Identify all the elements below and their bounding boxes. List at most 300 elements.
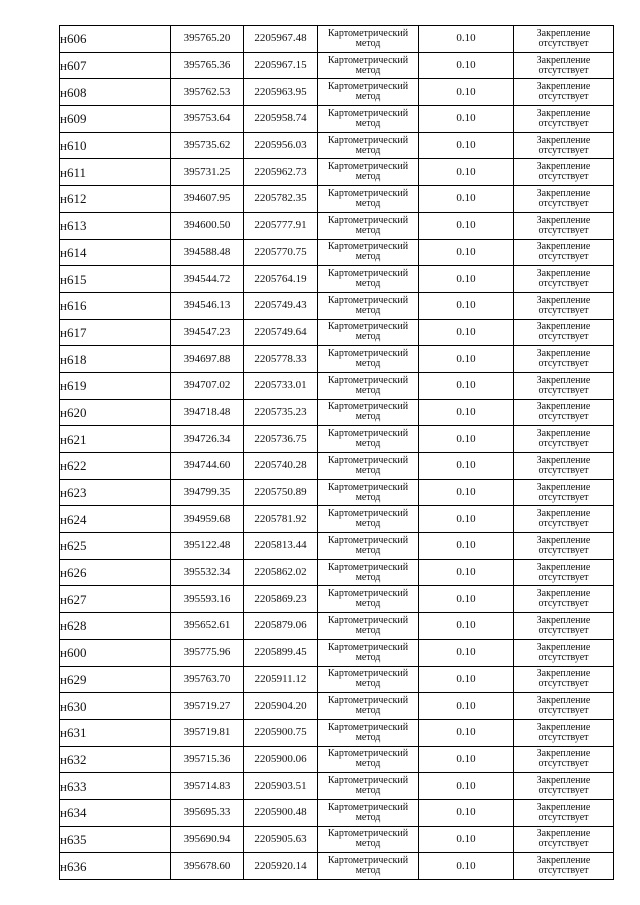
point-id-cell-text: н610	[60, 138, 87, 154]
x-coordinate-cell	[171, 426, 244, 453]
method-cell-text: Картометрический метод	[327, 268, 409, 290]
point-id-cell-text: н623	[60, 485, 87, 501]
fixing-cell-text: Закрепление отсутствует	[536, 187, 591, 209]
x-coordinate-cell-text: 395753.64	[183, 112, 231, 125]
fixing-cell	[514, 266, 614, 293]
fixing-cell	[514, 773, 614, 800]
method-cell-text: Картометрический метод	[327, 695, 409, 717]
point-id-cell-text: н626	[60, 565, 87, 581]
fixing-cell	[514, 426, 614, 453]
method-cell-text: Картометрический метод	[327, 508, 409, 530]
accuracy-cell-text: 0.10	[456, 619, 476, 632]
point-id-cell-text: н634	[60, 805, 87, 821]
accuracy-cell-text: 0.10	[456, 806, 476, 819]
y-coordinate-cell	[244, 399, 318, 426]
accuracy-cell-text: 0.10	[456, 859, 476, 872]
fixing-cell-text: Закрепление отсутствует	[536, 588, 591, 610]
fixing-cell	[514, 212, 614, 239]
y-coordinate-cell	[244, 533, 318, 560]
x-coordinate-cell	[171, 52, 244, 79]
x-coordinate-cell	[171, 266, 244, 293]
accuracy-cell-text: 0.10	[456, 779, 476, 792]
accuracy-cell-text: 0.10	[456, 85, 476, 98]
method-cell-text: Картометрический метод	[327, 214, 409, 236]
accuracy-cell	[419, 399, 514, 426]
fixing-cell-text: Закрепление отсутствует	[536, 428, 591, 450]
x-coordinate-cell	[171, 292, 244, 319]
y-coordinate-cell-text: 2205879.06	[254, 619, 307, 632]
fixing-cell	[514, 52, 614, 79]
point-id-cell-text: н628	[60, 618, 87, 634]
accuracy-cell-text: 0.10	[456, 112, 476, 125]
point-id-cell-text: н635	[60, 831, 87, 847]
y-coordinate-cell-text: 2205736.75	[254, 432, 307, 445]
method-cell	[318, 319, 419, 346]
accuracy-cell	[419, 853, 514, 880]
table-row	[60, 613, 614, 640]
point-id-cell-text: н631	[60, 725, 87, 741]
accuracy-cell	[419, 453, 514, 480]
point-id-cell-text: н633	[60, 778, 87, 794]
fixing-cell-text: Закрепление отсутствует	[536, 107, 591, 129]
accuracy-cell-text: 0.10	[456, 165, 476, 178]
point-id-cell	[60, 79, 171, 106]
accuracy-cell-text: 0.10	[456, 672, 476, 685]
point-id-cell	[60, 346, 171, 373]
accuracy-cell	[419, 559, 514, 586]
method-cell	[318, 292, 419, 319]
method-cell	[318, 559, 419, 586]
table-row	[60, 212, 614, 239]
fixing-cell	[514, 506, 614, 533]
point-id-cell	[60, 639, 171, 666]
method-cell-text: Картометрический метод	[327, 614, 409, 636]
method-cell	[318, 26, 419, 53]
method-cell-text: Картометрический метод	[327, 348, 409, 370]
x-coordinate-cell-text: 395731.25	[183, 165, 231, 178]
y-coordinate-cell-text: 2205813.44	[254, 539, 307, 552]
table-row	[60, 292, 614, 319]
method-cell	[318, 212, 419, 239]
fixing-cell-text: Закрепление отсутствует	[536, 561, 591, 583]
accuracy-cell	[419, 773, 514, 800]
x-coordinate-cell	[171, 132, 244, 159]
y-coordinate-cell-text: 2205862.02	[254, 566, 307, 579]
y-coordinate-cell-text: 2205740.28	[254, 459, 307, 472]
accuracy-cell-text: 0.10	[456, 272, 476, 285]
fixing-cell-text: Закрепление отсутствует	[536, 534, 591, 556]
method-cell-text: Картометрический метод	[327, 588, 409, 610]
y-coordinate-cell-text: 2205733.01	[254, 379, 307, 392]
x-coordinate-cell-text: 395593.16	[183, 592, 231, 605]
method-cell	[318, 346, 419, 373]
y-coordinate-cell	[244, 292, 318, 319]
point-id-cell	[60, 159, 171, 186]
fixing-cell	[514, 106, 614, 133]
fixing-cell	[514, 319, 614, 346]
method-cell-text: Картометрический метод	[327, 294, 409, 316]
point-id-cell	[60, 186, 171, 213]
x-coordinate-cell	[171, 613, 244, 640]
x-coordinate-cell-text: 395765.20	[183, 32, 231, 45]
table-row	[60, 479, 614, 506]
x-coordinate-cell-text: 395678.60	[183, 859, 231, 872]
point-id-cell	[60, 453, 171, 480]
accuracy-cell-text: 0.10	[456, 245, 476, 258]
y-coordinate-cell-text: 2205967.15	[254, 59, 307, 72]
fixing-cell	[514, 79, 614, 106]
fixing-cell-text: Закрепление отсутствует	[536, 241, 591, 263]
y-coordinate-cell	[244, 186, 318, 213]
accuracy-cell-text: 0.10	[456, 646, 476, 659]
x-coordinate-cell	[171, 639, 244, 666]
method-cell-text: Картометрический метод	[327, 134, 409, 156]
method-cell-text: Картометрический метод	[327, 481, 409, 503]
y-coordinate-cell-text: 2205735.23	[254, 405, 307, 418]
x-coordinate-cell	[171, 559, 244, 586]
x-coordinate-cell	[171, 533, 244, 560]
x-coordinate-cell-text: 395714.83	[183, 779, 231, 792]
x-coordinate-cell	[171, 399, 244, 426]
fixing-cell	[514, 586, 614, 613]
method-cell-text: Картометрический метод	[327, 721, 409, 743]
y-coordinate-cell	[244, 26, 318, 53]
fixing-cell	[514, 639, 614, 666]
point-id-cell-text: н611	[60, 164, 86, 180]
method-cell	[318, 132, 419, 159]
y-coordinate-cell-text: 2205911.12	[254, 672, 307, 685]
method-cell	[318, 453, 419, 480]
method-cell-text: Картометрический метод	[327, 321, 409, 343]
fixing-cell-text: Закрепление отсутствует	[536, 721, 591, 743]
fixing-cell	[514, 479, 614, 506]
fixing-cell	[514, 453, 614, 480]
table-row	[60, 426, 614, 453]
point-id-cell	[60, 773, 171, 800]
point-id-cell	[60, 106, 171, 133]
method-cell-text: Картометрический метод	[327, 748, 409, 770]
fixing-cell	[514, 159, 614, 186]
accuracy-cell	[419, 79, 514, 106]
method-cell	[318, 106, 419, 133]
point-id-cell-text: н609	[60, 111, 87, 127]
point-id-cell	[60, 399, 171, 426]
point-id-cell	[60, 586, 171, 613]
point-id-cell-text: н607	[60, 58, 87, 74]
point-id-cell-text: н625	[60, 538, 87, 554]
y-coordinate-cell-text: 2205958.74	[254, 112, 307, 125]
x-coordinate-cell-text: 395715.36	[183, 752, 231, 765]
method-cell-text: Картометрический метод	[327, 27, 409, 49]
fixing-cell	[514, 132, 614, 159]
fixing-cell	[514, 239, 614, 266]
y-coordinate-cell-text: 2205749.64	[254, 325, 307, 338]
fixing-cell-text: Закрепление отсутствует	[536, 695, 591, 717]
accuracy-cell	[419, 212, 514, 239]
fixing-cell-text: Закрепление отсутствует	[536, 481, 591, 503]
method-cell	[318, 773, 419, 800]
table-row	[60, 186, 614, 213]
method-cell	[318, 266, 419, 293]
y-coordinate-cell	[244, 346, 318, 373]
method-cell	[318, 693, 419, 720]
x-coordinate-cell-text: 395775.96	[183, 646, 231, 659]
point-id-cell-text: н622	[60, 458, 87, 474]
fixing-cell-text: Закрепление отсутствует	[536, 268, 591, 290]
x-coordinate-cell	[171, 346, 244, 373]
point-id-cell	[60, 239, 171, 266]
y-coordinate-cell-text: 2205900.75	[254, 726, 307, 739]
fixing-cell	[514, 719, 614, 746]
accuracy-cell	[419, 426, 514, 453]
accuracy-cell-text: 0.10	[456, 566, 476, 579]
x-coordinate-cell	[171, 372, 244, 399]
y-coordinate-cell-text: 2205956.03	[254, 139, 307, 152]
method-cell	[318, 853, 419, 880]
method-cell-text: Картометрический метод	[327, 161, 409, 183]
fixing-cell-text: Закрепление отсутствует	[536, 161, 591, 183]
y-coordinate-cell-text: 2205781.92	[254, 512, 307, 525]
point-id-cell	[60, 426, 171, 453]
x-coordinate-cell	[171, 799, 244, 826]
point-id-cell	[60, 479, 171, 506]
y-coordinate-cell-text: 2205782.35	[254, 192, 307, 205]
x-coordinate-cell	[171, 26, 244, 53]
fixing-cell-text: Закрепление отсутствует	[536, 614, 591, 636]
fixing-cell	[514, 799, 614, 826]
accuracy-cell	[419, 239, 514, 266]
accuracy-cell	[419, 693, 514, 720]
accuracy-cell-text: 0.10	[456, 32, 476, 45]
method-cell	[318, 719, 419, 746]
method-cell	[318, 639, 419, 666]
y-coordinate-cell	[244, 746, 318, 773]
accuracy-cell-text: 0.10	[456, 405, 476, 418]
point-id-cell	[60, 666, 171, 693]
fixing-cell	[514, 853, 614, 880]
fixing-cell	[514, 399, 614, 426]
accuracy-cell	[419, 26, 514, 53]
fixing-cell	[514, 613, 614, 640]
x-coordinate-cell	[171, 586, 244, 613]
x-coordinate-cell-text: 394726.34	[183, 432, 231, 445]
fixing-cell	[514, 26, 614, 53]
table-row	[60, 506, 614, 533]
accuracy-cell	[419, 292, 514, 319]
y-coordinate-cell-text: 2205778.33	[254, 352, 307, 365]
x-coordinate-cell	[171, 79, 244, 106]
point-id-cell-text: н621	[60, 431, 87, 447]
y-coordinate-cell-text: 2205920.14	[254, 859, 307, 872]
table-row	[60, 773, 614, 800]
y-coordinate-cell-text: 2205962.73	[254, 165, 307, 178]
method-cell	[318, 479, 419, 506]
accuracy-cell	[419, 826, 514, 853]
y-coordinate-cell	[244, 479, 318, 506]
accuracy-cell-text: 0.10	[456, 752, 476, 765]
point-id-cell	[60, 292, 171, 319]
fixing-cell-text: Закрепление отсутствует	[536, 748, 591, 770]
point-id-cell-text: н619	[60, 378, 87, 394]
method-cell-text: Картометрический метод	[327, 668, 409, 690]
y-coordinate-cell	[244, 239, 318, 266]
accuracy-cell-text: 0.10	[456, 219, 476, 232]
point-id-cell-text: н608	[60, 84, 87, 100]
point-id-cell	[60, 746, 171, 773]
x-coordinate-cell	[171, 479, 244, 506]
fixing-cell-text: Закрепление отсутствует	[536, 321, 591, 343]
y-coordinate-cell	[244, 132, 318, 159]
y-coordinate-cell	[244, 159, 318, 186]
table-row	[60, 826, 614, 853]
accuracy-cell	[419, 479, 514, 506]
point-id-cell	[60, 212, 171, 239]
x-coordinate-cell-text: 394600.50	[183, 219, 231, 232]
x-coordinate-cell-text: 394546.13	[183, 299, 231, 312]
y-coordinate-cell	[244, 559, 318, 586]
point-id-cell-text: н616	[60, 298, 87, 314]
accuracy-cell-text: 0.10	[456, 539, 476, 552]
y-coordinate-cell-text: 2205903.51	[254, 779, 307, 792]
method-cell-text: Картометрический метод	[327, 454, 409, 476]
y-coordinate-cell-text: 2205869.23	[254, 592, 307, 605]
method-cell-text: Картометрический метод	[327, 54, 409, 76]
method-cell	[318, 186, 419, 213]
table-row	[60, 533, 614, 560]
fixing-cell	[514, 346, 614, 373]
method-cell-text: Картометрический метод	[327, 187, 409, 209]
x-coordinate-cell-text: 395695.33	[183, 806, 231, 819]
fixing-cell-text: Закрепление отсутствует	[536, 775, 591, 797]
point-id-cell	[60, 559, 171, 586]
y-coordinate-cell-text: 2205905.63	[254, 832, 307, 845]
y-coordinate-cell	[244, 212, 318, 239]
x-coordinate-cell-text: 394544.72	[183, 272, 231, 285]
fixing-cell	[514, 826, 614, 853]
method-cell-text: Картометрический метод	[327, 855, 409, 877]
method-cell	[318, 399, 419, 426]
accuracy-cell-text: 0.10	[456, 512, 476, 525]
method-cell-text: Картометрический метод	[327, 534, 409, 556]
accuracy-cell	[419, 372, 514, 399]
accuracy-cell	[419, 799, 514, 826]
fixing-cell	[514, 533, 614, 560]
x-coordinate-cell-text: 395763.70	[183, 672, 231, 685]
fixing-cell-text: Закрепление отсутствует	[536, 508, 591, 530]
fixing-cell-text: Закрепление отсутствует	[536, 348, 591, 370]
method-cell-text: Картометрический метод	[327, 641, 409, 663]
x-coordinate-cell	[171, 693, 244, 720]
method-cell-text: Картометрический метод	[327, 428, 409, 450]
y-coordinate-cell	[244, 613, 318, 640]
table-row	[60, 693, 614, 720]
fixing-cell-text: Закрепление отсутствует	[536, 641, 591, 663]
method-cell	[318, 52, 419, 79]
fixing-cell	[514, 666, 614, 693]
accuracy-cell-text: 0.10	[456, 459, 476, 472]
accuracy-cell	[419, 533, 514, 560]
table-row	[60, 586, 614, 613]
x-coordinate-cell-text: 395690.94	[183, 832, 231, 845]
point-id-cell	[60, 853, 171, 880]
point-id-cell-text: н600	[60, 645, 87, 661]
y-coordinate-cell	[244, 79, 318, 106]
accuracy-cell	[419, 586, 514, 613]
accuracy-cell-text: 0.10	[456, 299, 476, 312]
table-row	[60, 52, 614, 79]
y-coordinate-cell-text: 2205750.89	[254, 486, 307, 499]
x-coordinate-cell-text: 394607.95	[183, 192, 231, 205]
y-coordinate-cell	[244, 826, 318, 853]
fixing-cell	[514, 186, 614, 213]
table-row	[60, 719, 614, 746]
y-coordinate-cell	[244, 372, 318, 399]
y-coordinate-cell-text: 2205777.91	[254, 219, 307, 232]
fixing-cell-text: Закрепление отсутствует	[536, 401, 591, 423]
y-coordinate-cell	[244, 426, 318, 453]
y-coordinate-cell-text: 2205764.19	[254, 272, 307, 285]
x-coordinate-cell-text: 395762.53	[183, 85, 231, 98]
point-id-cell	[60, 132, 171, 159]
coordinates-table	[59, 25, 614, 880]
y-coordinate-cell	[244, 719, 318, 746]
point-id-cell-text: н612	[60, 191, 87, 207]
accuracy-cell	[419, 159, 514, 186]
point-id-cell-text: н624	[60, 511, 87, 527]
method-cell-text: Картометрический метод	[327, 81, 409, 103]
x-coordinate-cell-text: 394588.48	[183, 245, 231, 258]
point-id-cell	[60, 719, 171, 746]
x-coordinate-cell	[171, 826, 244, 853]
y-coordinate-cell	[244, 666, 318, 693]
table-row	[60, 639, 614, 666]
table-row	[60, 319, 614, 346]
y-coordinate-cell	[244, 506, 318, 533]
y-coordinate-cell-text: 2205900.48	[254, 806, 307, 819]
table-row	[60, 132, 614, 159]
method-cell	[318, 826, 419, 853]
y-coordinate-cell	[244, 799, 318, 826]
y-coordinate-cell	[244, 453, 318, 480]
fixing-cell	[514, 746, 614, 773]
method-cell	[318, 159, 419, 186]
point-id-cell-text: н620	[60, 404, 87, 420]
fixing-cell-text: Закрепление отсутствует	[536, 828, 591, 850]
y-coordinate-cell	[244, 319, 318, 346]
y-coordinate-cell	[244, 266, 318, 293]
method-cell	[318, 372, 419, 399]
point-id-cell-text: н614	[60, 244, 87, 260]
accuracy-cell	[419, 266, 514, 293]
fixing-cell-text: Закрепление отсутствует	[536, 54, 591, 76]
accuracy-cell	[419, 106, 514, 133]
y-coordinate-cell-text: 2205904.20	[254, 699, 307, 712]
method-cell-text: Картометрический метод	[327, 107, 409, 129]
x-coordinate-cell	[171, 666, 244, 693]
point-id-cell	[60, 372, 171, 399]
fixing-cell-text: Закрепление отсутствует	[536, 214, 591, 236]
method-cell	[318, 79, 419, 106]
method-cell	[318, 426, 419, 453]
method-cell-text: Картометрический метод	[327, 801, 409, 823]
y-coordinate-cell	[244, 106, 318, 133]
x-coordinate-cell-text: 395765.36	[183, 59, 231, 72]
accuracy-cell	[419, 639, 514, 666]
point-id-cell-text: н636	[60, 858, 87, 874]
fixing-cell	[514, 559, 614, 586]
y-coordinate-cell	[244, 52, 318, 79]
accuracy-cell-text: 0.10	[456, 832, 476, 845]
